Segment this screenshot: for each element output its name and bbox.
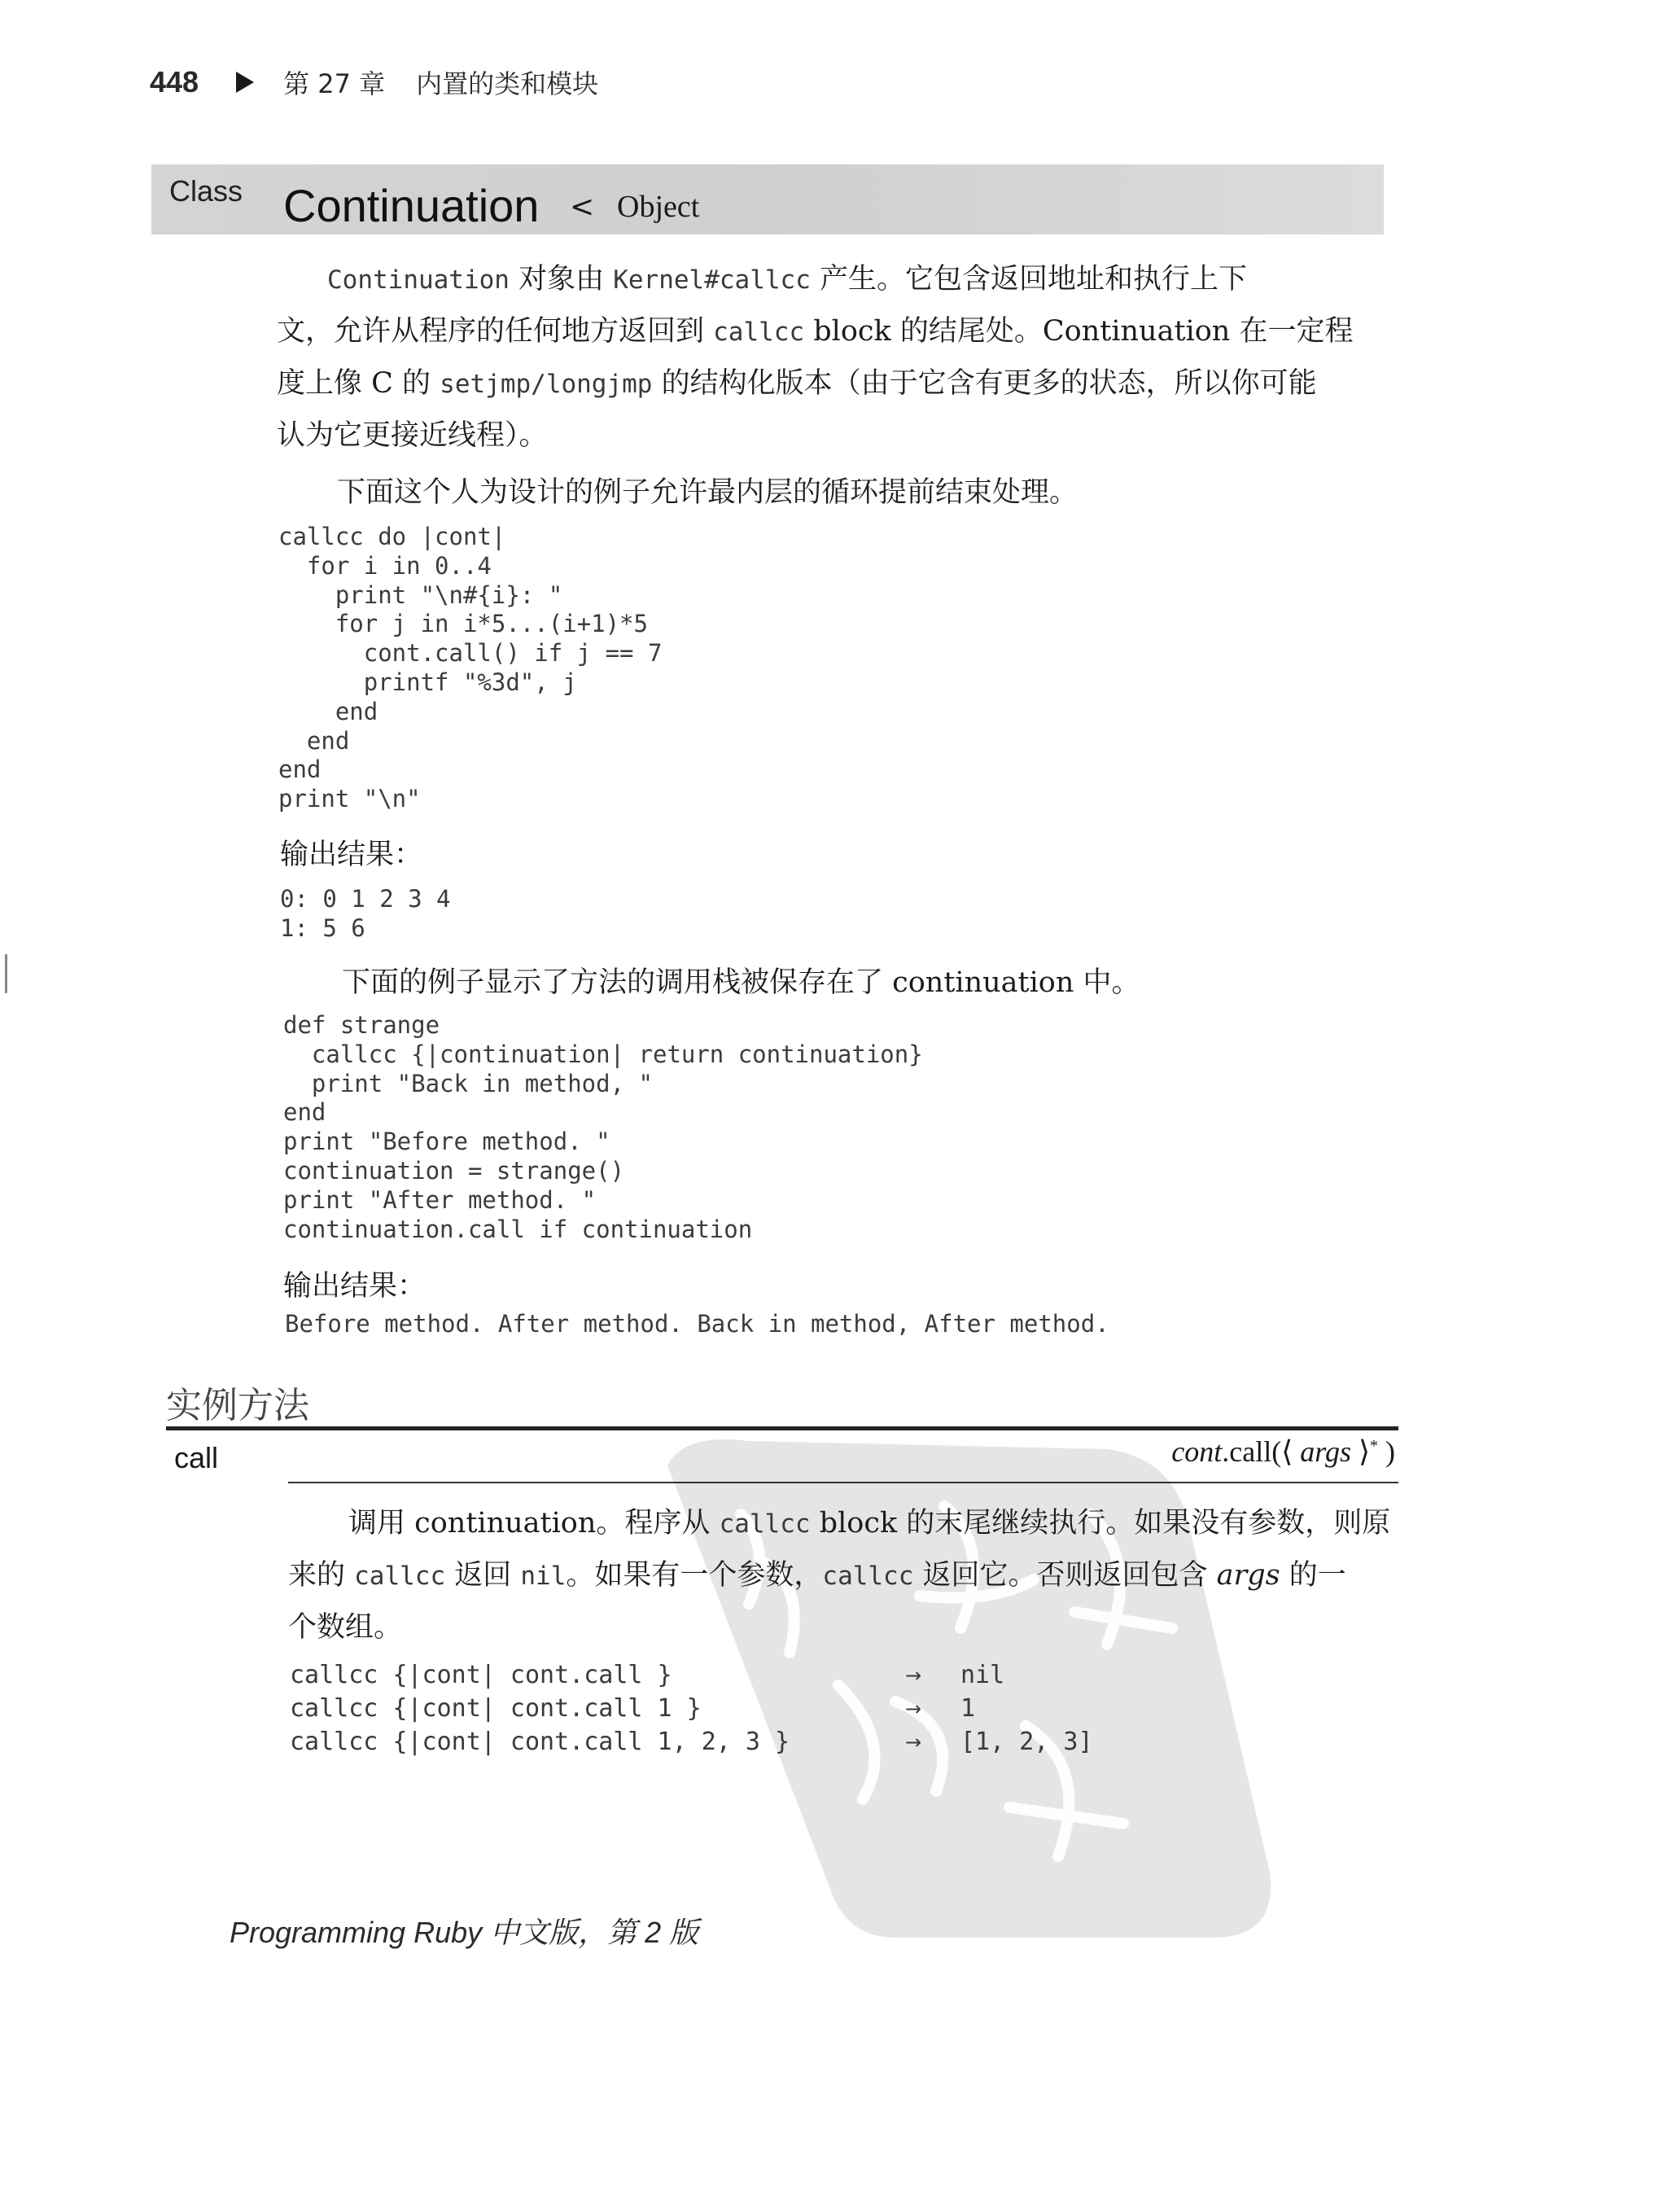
parent-class: Object xyxy=(617,190,700,224)
inline-text: 度上像 C 的 xyxy=(277,367,440,400)
inline-text: 。如果有一个参数， xyxy=(566,1559,823,1592)
method-description xyxy=(288,1498,1398,1654)
output-block-loop: 0: 0 1 2 3 4 1: 5 6 xyxy=(280,885,451,942)
section-heading: 实例方法 xyxy=(166,1385,309,1426)
output-label: 输出结果： xyxy=(280,839,423,871)
paragraph-line xyxy=(277,306,1390,358)
chapter-label: 第 27 章 xyxy=(283,68,386,99)
inline-code: setjmp/longjmp xyxy=(440,370,653,399)
inline-text: block 的结尾处。Continuation 在一定程 xyxy=(804,315,1354,348)
right-arrow-icon: → xyxy=(905,1664,922,1687)
inline-text: 文，允许从程序的任何地方返回到 xyxy=(277,315,714,348)
inline-text: 返回 xyxy=(445,1559,521,1592)
inline-text: 产生。它包含返回地址和执行上下 xyxy=(810,263,1248,296)
paragraph-line xyxy=(277,358,1390,410)
inline-code: callcc xyxy=(354,1562,446,1591)
output-label: 输出结果： xyxy=(283,1270,427,1303)
inline-code: callcc xyxy=(713,318,805,347)
code-block-strange: def strange callcc {|continuation| return continuation} print "Back in method, " end print "Before method. " continuation = strange() print "After method. " continuation.call if continuation xyxy=(283,1011,923,1243)
inline-text: 个数组。 xyxy=(288,1611,403,1644)
running-header xyxy=(150,62,598,103)
inline-code: callcc xyxy=(719,1509,811,1539)
inheritance-symbol: < xyxy=(570,191,595,224)
paragraph-line xyxy=(277,254,1390,306)
right-arrow-icon: → xyxy=(905,1731,922,1754)
inline-text: block 的末尾继续执行。如果没有参数，则原 xyxy=(810,1507,1391,1540)
class-kind-label: Class xyxy=(169,174,243,208)
class-name: Continuation xyxy=(283,180,540,231)
example-result: 1 xyxy=(960,1694,976,1723)
example2-intro: 下面的例子显示了方法的调用栈被保存在了 continuation 中。 xyxy=(342,966,1140,999)
inline-code: Kernel#callcc xyxy=(613,265,811,295)
inline-code: Continuation xyxy=(327,265,510,295)
output-block-strange: Before method. After method. Back in method, After method. xyxy=(285,1310,1109,1338)
inline-text: 调用 continuation。程序从 xyxy=(348,1507,720,1540)
inline-text: 来的 xyxy=(288,1559,355,1592)
code-block-loop: callcc do |cont| for i in 0..4 print "\n#{i}: " for j in i*5...(i+1)*5 cont.call() if j == 7 printf "%3d", j end end end print "\n" xyxy=(278,523,663,813)
paragraph-line xyxy=(288,1602,1398,1654)
page-number: 448 xyxy=(150,65,199,99)
method-name: call xyxy=(174,1441,219,1474)
inline-argument: args xyxy=(1216,1559,1280,1592)
inline-text: 的一 xyxy=(1280,1559,1346,1592)
class-banner xyxy=(151,164,1384,234)
triangle-arrow-icon xyxy=(236,72,254,93)
inline-text: 认为它更接近线程）。 xyxy=(277,419,548,452)
example1-intro: 下面这个人为设计的例子允许最内层的循环提前结束处理。 xyxy=(337,476,1079,509)
inline-text: 返回它。否则返回包含 xyxy=(913,1559,1217,1592)
paragraph-line xyxy=(288,1498,1398,1550)
example-code: callcc {|cont| cont.call 1 } xyxy=(290,1694,702,1723)
inline-text: 的结构化版本（由于它含有更多的状态，所以你可能 xyxy=(652,367,1317,400)
paragraph-line xyxy=(277,410,1390,462)
example-code: callcc {|cont| cont.call } xyxy=(290,1661,672,1689)
chapter-title: 内置的类和模块 xyxy=(416,68,599,99)
example-result: nil xyxy=(960,1661,1005,1689)
scan-margin-mark xyxy=(5,954,7,993)
example-code: callcc {|cont| cont.call 1, 2, 3 } xyxy=(290,1728,790,1756)
paragraph-line xyxy=(288,1550,1398,1602)
book-footer: Programming Ruby 中文版，第 2 版 xyxy=(230,1916,699,1949)
method-divider xyxy=(288,1482,1398,1483)
inline-code: nil xyxy=(520,1562,567,1591)
example-result: [1, 2, 3] xyxy=(960,1728,1093,1756)
intro-paragraph xyxy=(277,254,1390,462)
right-arrow-icon: → xyxy=(905,1697,922,1720)
section-divider xyxy=(166,1426,1398,1430)
inline-code: callcc xyxy=(822,1562,914,1591)
method-signature: cont.call(⟨ args ⟩* ) xyxy=(1171,1435,1395,1468)
inline-text: 对象由 xyxy=(509,263,614,296)
